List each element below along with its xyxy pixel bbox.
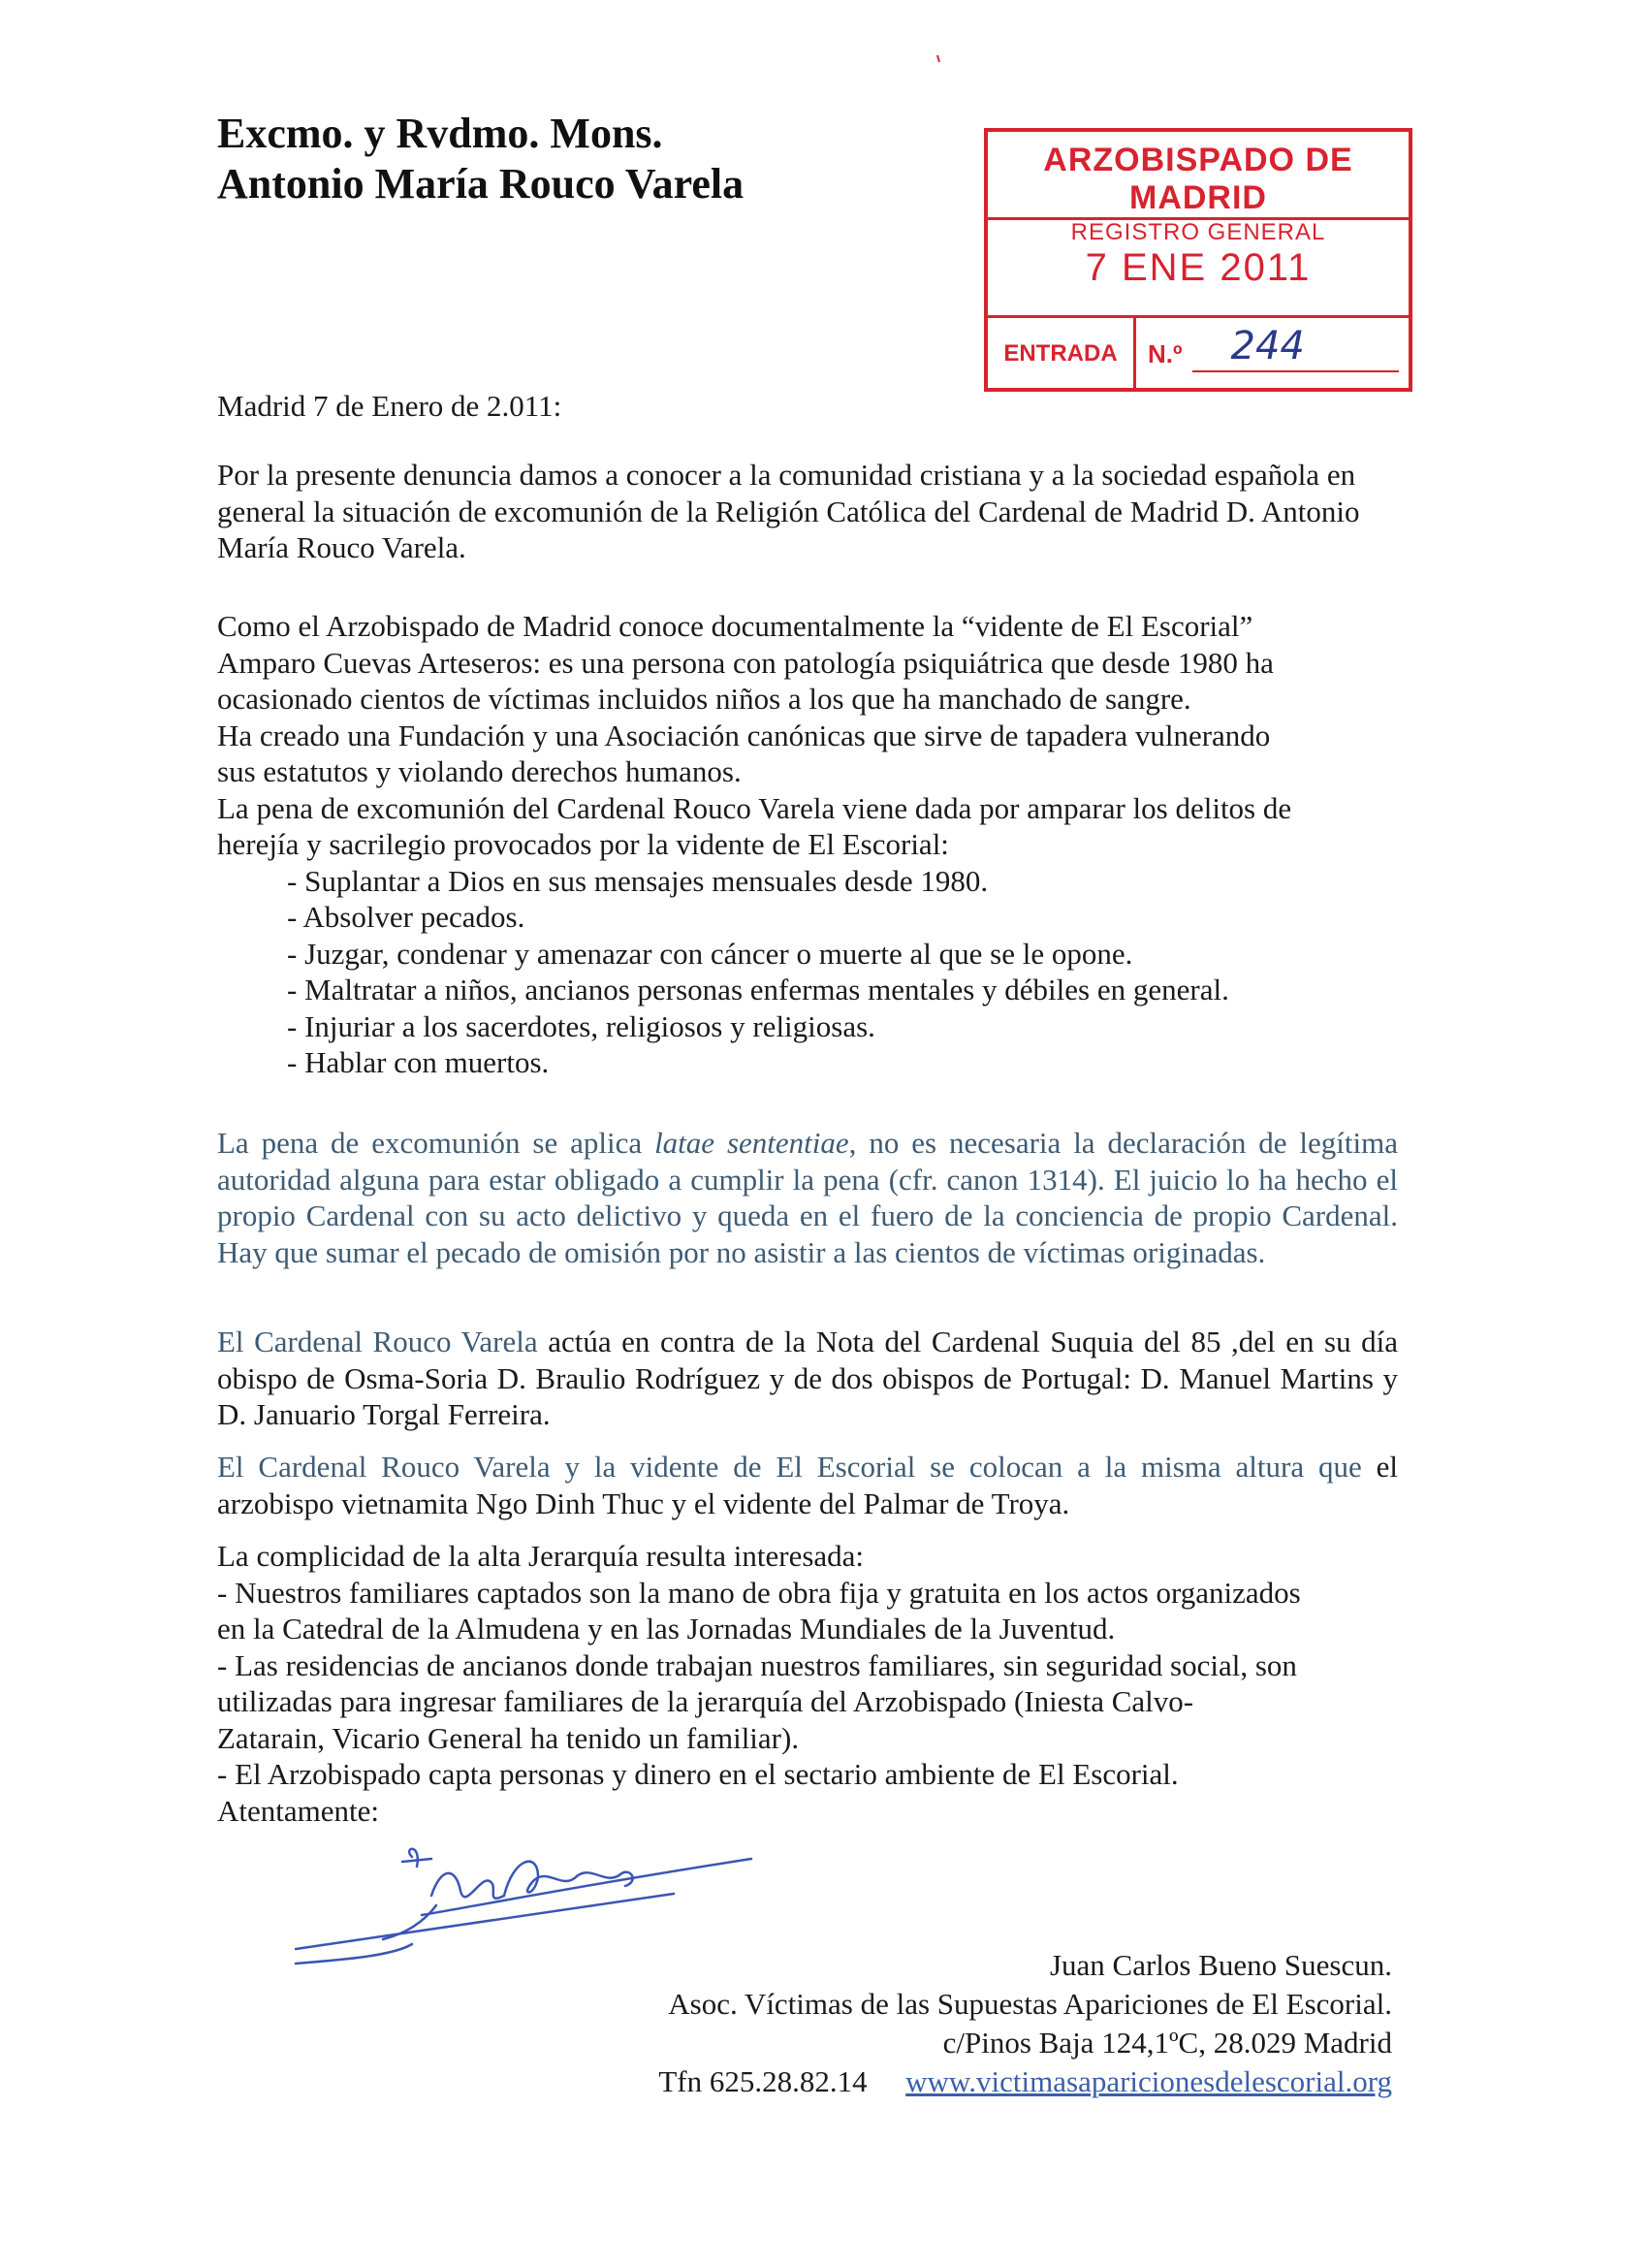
accusation-line: Como el Arzobispado de Madrid conoce documentalmente la “vidente de El Escorial” bbox=[217, 609, 1253, 643]
comparison-lead: El Cardenal Rouco Varela y la vidente de El Escorial se colocan a la misma altura que bbox=[217, 1450, 1362, 1484]
comparison-rest: el arzobispo vietnamita Ngo Dinh Thuc y el vidente del Palmar de Troya. bbox=[217, 1450, 1398, 1520]
paragraph-accusation bbox=[217, 608, 1398, 1081]
list-item: - Maltratar a niños, ancianos personas enfermas mentales y débiles en general. bbox=[287, 973, 1229, 1006]
signer-contact bbox=[658, 2062, 1392, 2101]
stray-red-mark bbox=[935, 51, 941, 69]
signer-org: Asoc. Víctimas de las Supuestas Apariciones de El Escorial. bbox=[668, 1987, 1392, 2021]
stamp-org: ARZOBISPADO DE MADRID bbox=[1043, 142, 1353, 216]
complicity-line: - El Arzobispado capta personas y dinero en el sectario ambiente de El Escorial. bbox=[217, 1757, 1179, 1791]
latae-italic: latae sententiae bbox=[654, 1126, 849, 1160]
complicity-line: - Las residencias de ancianos donde trabajan nuestros familiares, sin seguridad social, son bbox=[217, 1647, 1297, 1682]
list-item: - Hablar con muertos. bbox=[287, 1045, 550, 1079]
complicity-line: utilizadas para ingresar familiares de la jerarquía del Arzobispado (Iniesta Calvo- bbox=[217, 1684, 1194, 1718]
letter-date: Madrid 7 de Enero de 2.011: bbox=[217, 389, 562, 423]
complicity-line: en la Catedral de la Almudena y en las Jornadas Mundiales de la Juventud. bbox=[217, 1612, 1116, 1645]
list-item: - Absolver pecados. bbox=[287, 900, 525, 934]
signer-address: c/Pinos Baja 124,1ºC, 28.029 Madrid bbox=[942, 2026, 1392, 2060]
paragraph-latae bbox=[217, 1125, 1398, 1270]
paragraph-complicity bbox=[217, 1538, 1398, 1829]
addressee bbox=[217, 109, 744, 209]
registry-stamp bbox=[984, 128, 1412, 392]
paragraph-nota-text bbox=[217, 1324, 1398, 1433]
list-item: - Juzgar, condenar y amenazar con cáncer o muerte al que se le opone. bbox=[287, 936, 1133, 971]
complicity-line: Zatarain, Vicario General ha tenido un familiar). bbox=[217, 1720, 800, 1755]
complicity-line: - Nuestros familiares captados son la mano de obra fija y gratuita en los actos organizados bbox=[217, 1575, 1301, 1610]
nota-rest: actúa en contra de la Nota del Cardenal Suquia del 85 ,del en su día obispo de Osma-Soria D. Braulio Rodríguez y de dos obispos de Portugal: D. Manuel Martins y D. Januario Torgal Ferreira. bbox=[217, 1325, 1398, 1431]
latae-before: La pena de excomunión se aplica bbox=[217, 1126, 655, 1160]
stamp-number-label: N.º bbox=[1148, 338, 1183, 368]
addressee-title: Excmo. y Rvdmo. Mons. bbox=[217, 110, 663, 157]
offense-list bbox=[217, 863, 1398, 1081]
signer-name: Juan Carlos Bueno Suescun. bbox=[1049, 1948, 1392, 1982]
stamp-date: 7 ENE 2011 bbox=[1085, 245, 1312, 289]
accusation-line: Ha creado una Fundación y una Asociación canónicas que sirve de tapadera vulnerando bbox=[217, 718, 1271, 752]
stamp-registry: REGISTRO GENERAL bbox=[1070, 219, 1326, 245]
paragraph-intro-text: Por la presente denuncia damos a conocer a la comunidad cristiana y a la sociedad española en general la situación de excomunión de la Religión Católica del Cardenal de Madrid D. Antonio María Rouco Varela. bbox=[217, 458, 1360, 564]
stamp-entry-label: ENTRADA bbox=[988, 318, 1136, 390]
accusation-line: sus estatutos y violando derechos humanos. bbox=[217, 754, 742, 788]
website-link[interactable]: www.victimasaparicionesdelescorial.org bbox=[905, 2064, 1392, 2098]
accusation-line: ocasionado cientos de víctimas incluidos niños a los que ha manchado de sangre. bbox=[217, 682, 1191, 716]
paragraph-nota bbox=[217, 1324, 1398, 1433]
stamp-entry-row bbox=[988, 318, 1409, 390]
paragraph-comparison bbox=[217, 1449, 1398, 1521]
paragraph-comparison-text bbox=[217, 1449, 1398, 1521]
latae-after: , no es necesaria la declaración de legítima autoridad alguna para estar obligado a cumplir la pena (cfr. canon 1314). El juicio lo ha hecho el propio Cardenal con su acto delictivo y queda en el fuero de la conciencia de propio Cardenal. Hay que sumar el pecado de omisión por no asistir a las cientos de víctimas originadas. bbox=[217, 1126, 1399, 1269]
nota-lead: El Cardenal Rouco Varela bbox=[217, 1325, 538, 1358]
stamp-number-line bbox=[1192, 324, 1400, 372]
paragraph-intro bbox=[217, 457, 1398, 566]
complicity-line: La complicidad de la alta Jerarquía resulta interesada: bbox=[217, 1539, 865, 1573]
signature-block bbox=[658, 1946, 1392, 2101]
list-item: - Injuriar a los sacerdotes, religiosos y religiosas. bbox=[287, 1008, 875, 1043]
accusation-line: herejía y sacrilegio provocados por la vidente de El Escorial: bbox=[217, 827, 949, 861]
addressee-name: Antonio María Rouco Varela bbox=[217, 160, 745, 208]
signer-phone: Tfn 625.28.82.14 bbox=[658, 2064, 868, 2098]
accusation-line: La pena de excomunión del Cardenal Rouco Varela viene dada por amparar los delitos de bbox=[217, 790, 1292, 825]
paragraph-latae-text bbox=[217, 1125, 1398, 1270]
stamp-number-value: 244 bbox=[1230, 324, 1305, 368]
stamp-header bbox=[988, 132, 1409, 245]
stamp-number bbox=[1136, 318, 1409, 390]
list-item: - Suplantar a Dios en sus mensajes mensuales desde 1980. bbox=[287, 863, 989, 898]
accusation-line: Amparo Cuevas Arteseros: es una persona con patología psiquiátrica que desde 1980 ha bbox=[217, 645, 1274, 680]
closing: Atentamente: bbox=[217, 1793, 379, 1828]
